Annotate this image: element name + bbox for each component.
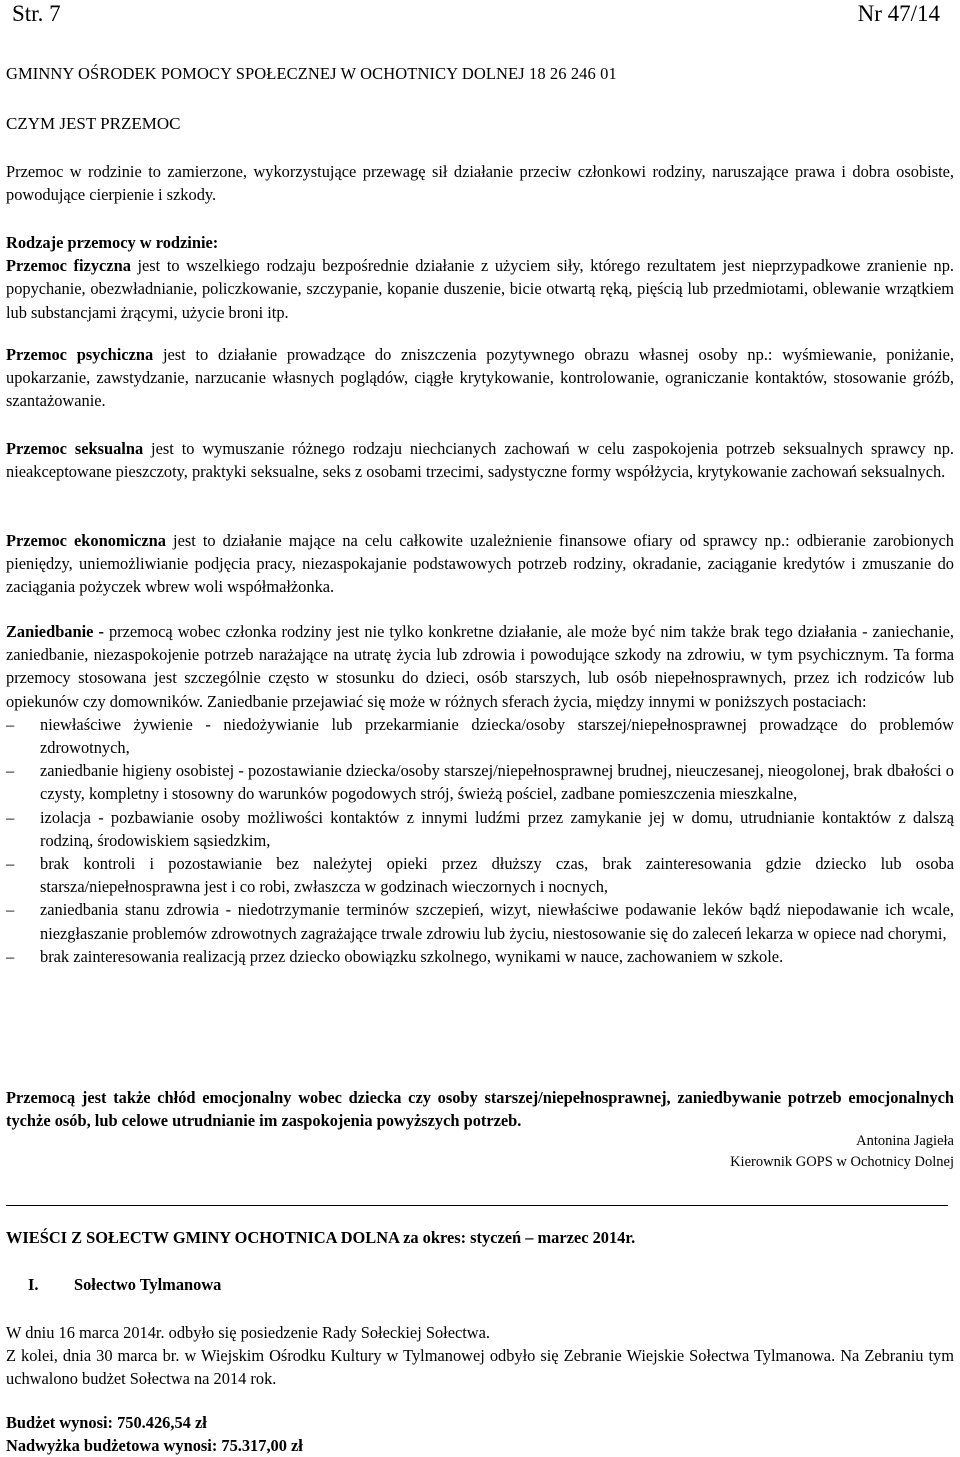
psychological-paragraph	[6, 343, 954, 413]
dash-bullet: –	[6, 714, 15, 734]
physical-term: Przemoc fizyczna	[6, 256, 131, 276]
issue-number: Nr 47/14	[857, 1, 940, 26]
list-item	[6, 806, 954, 852]
dash-bullet: –	[6, 854, 15, 874]
section-divider	[6, 1205, 948, 1206]
sexual-text: jest to wymuszanie różnego rodzaju niechcianych zachowań w celu zaspokojenia potrzeb seksualnych sprawcy np. nieakceptowane pieszczoty, praktyki seksualne, seks z osobami trzecimi, sadystyczne formy współżycia, krytykowanie zachowań seksualnych.	[6, 439, 954, 482]
dash-bullet: –	[6, 807, 15, 827]
budget-block	[6, 1411, 954, 1457]
neglect-section	[6, 620, 954, 968]
list-item	[6, 759, 954, 805]
signature-block	[730, 1131, 954, 1173]
meeting-paragraph	[6, 1321, 954, 1391]
list-item-text: zaniedbanie higieny osobistej - pozostawianie dziecka/osoby starszej/niepełnosprawnej brudnej, nieuczesanej, nieogolonej, brak dbałości o czysty, kompletny i stosowny do warunków pogodowych strój, świeżą pościel, zadbane pomieszczenia mieszkalne,	[40, 761, 954, 804]
surplus-line: Nadwyżka budżetowa wynosi: 75.317,00 zł	[6, 1436, 303, 1456]
types-heading: Rodzaje przemocy w rodzinie:	[6, 233, 219, 252]
dash-bullet: –	[6, 761, 15, 781]
page-header	[6, 0, 954, 34]
intro-paragraph: Przemoc w rodzinie to zamierzone, wykorzystujące przewagę sił działanie przeciw członkowi rodziny, naruszające prawa i dobra osobiste, powodujące cierpienie i szkody.	[6, 162, 954, 205]
economic-term: Przemoc ekonomiczna	[6, 531, 166, 550]
list-item	[6, 713, 954, 759]
list-item-text: izolacja - pozbawianie osoby możliwości kontaktów z innymi ludźmi przez zamykanie jej w domu, utrudnianie kontaktów z dalszą rodziną, środowiskiem sąsiedzkim,	[40, 807, 954, 850]
psychological-text: jest to działanie prowadzące do zniszczenia pozytywnego obrazu własnej osoby np.: wyśmiewanie, poniżanie, upokarzanie, zawstydzanie, narzucanie własnych poglądów, ciągłe krytykowanie, kontrolowanie, ograniczanie kontaktów, stosowanie gróźb, szantażowanie.	[6, 345, 955, 411]
budget-line: Budżet wynosi: 750.426,54 zł	[6, 1413, 207, 1432]
list-item-text: brak kontroli i pozostawianie bez należytej opieki przez dłuższy czas, brak zainteresowania gdzie dziecko lub osoba starsza/niepełnosprawna jest i co robi, zwłaszcza w godzinach wieczornych i nocnych,	[40, 854, 954, 897]
neglect-paragraph	[6, 620, 954, 713]
physical-paragraph	[6, 254, 954, 324]
assembly-line: Z kolei, dnia 30 marca br. w Wiejskim Ośrodku Kultury w Tylmanowej odbyło się Zebranie Wiejskie Sołectwa Tylmanowa. Na Zebraniu tym uchwalono budżet Sołectwa na 2014 rok.	[6, 1346, 954, 1389]
list-item	[6, 852, 954, 898]
list-item-text: brak zainteresowania realizacją przez dziecko obowiązku szkolnego, wynikami w nauce, zachowaniem w szkole.	[40, 946, 784, 966]
list-item	[6, 945, 954, 968]
org-line: GMINNY OŚRODEK POMOCY SPOŁECZNEJ W OCHOTNICY DOLNEJ 18 26 246 01	[6, 64, 617, 83]
village-number: I.	[28, 1275, 39, 1294]
dash-bullet: –	[6, 946, 15, 966]
list-item	[6, 898, 954, 944]
physical-text: jest to wszelkiego rodzaju bezpośrednie działanie z użyciem siły, którego rezultatem jest nieprzypadkowe zranienie np. popychanie, obezwładnianie, policzkowanie, szczypanie, kopanie duszenie, bicie otwartą ręką, pięścią lub przedmiotami, oblewanie wrzątkiem lub substancjami żrącymi, użycie broni itp.	[6, 256, 954, 322]
village-name: Sołectwo Tylmanowa	[74, 1275, 222, 1294]
neglect-list	[6, 713, 954, 968]
violence-types	[6, 231, 954, 324]
neglect-text: przemocą wobec członka rodziny jest nie tylko konkretne działanie, ale może być nim także brak tego działania - zaniechanie, zaniedbanie, niezaspokojenie potrzeb narażające na utratę życia lub zdrowia i powodujące szkody na zdrowiu, w tym psychicznym. Ta forma przemocy stosowana jest szczególnie często w stosunku do dzieci, osób starszych, lub osób niepełnosprawnych, przez ich rodziców lub opiekunów czy domowników. Zaniedbanie przejawiać się może w różnych sferach życia, między innymi w poniższych postaciach:	[6, 622, 954, 711]
news-heading: WIEŚCI Z SOŁECTW GMINY OCHOTNICA DOLNA za okres: styczeń – marzec 2014r.	[6, 1228, 636, 1247]
meeting-line: W dniu 16 marca 2014r. odbyło się posiedzenie Rady Sołeckiej Sołectwa.	[6, 1323, 491, 1342]
signature-role: Kierownik GOPS w Ochotnicy Dolnej	[730, 1154, 954, 1170]
list-item-text: zaniedbania stanu zdrowia - niedotrzymanie terminów szczepień, wizyt, niewłaściwe podawanie leków bądź niepodawanie ich wcale, niezgłaszanie problemów zdrowotnych zagrażające trwale zdrowiu lub życiu, niestosowanie się do zaleceń lekarza w opiece nad chorymi,	[40, 900, 954, 943]
village-heading	[28, 1275, 221, 1295]
page-number: Str. 7	[12, 1, 61, 26]
economic-paragraph	[6, 529, 954, 599]
neglect-term: Zaniedbanie -	[6, 622, 104, 641]
emotional-note: Przemocą jest także chłód emocjonalny wobec dziecka czy osoby starszej/niepełnosprawnej, zaniedbywanie potrzeb emocjonalnych tychże osób, lub celowe utrudnianie im zaspokojenia powyższych potrzeb.	[6, 1088, 954, 1131]
dash-bullet: –	[6, 900, 15, 920]
signature-name: Antonina Jagieła	[856, 1133, 954, 1149]
psychological-term: Przemoc psychiczna	[6, 345, 154, 364]
list-item-text: niewłaściwe żywienie - niedożywianie lub przekarmianie dziecka/osoby starszej/niepełnosprawnej prowadzące do problemów zdrowotnych,	[40, 714, 954, 758]
sexual-term: Przemoc seksualna	[6, 439, 144, 458]
economic-text: jest to działanie mające na celu całkowite uzależnienie finansowe ofiary od sprawcy np.: odbieranie zarobionych pieniędzy, uniemożliwianie podjęcia pracy, niezaspokajanie podstawowych potrzeb rodziny, okradanie, zaciąganie kredytów i zmuszanie do zaciągania pożyczek wbrew woli współmałżonka.	[6, 531, 954, 597]
section-title: CZYM JEST PRZEMOC	[6, 114, 181, 133]
sexual-paragraph	[6, 437, 954, 483]
